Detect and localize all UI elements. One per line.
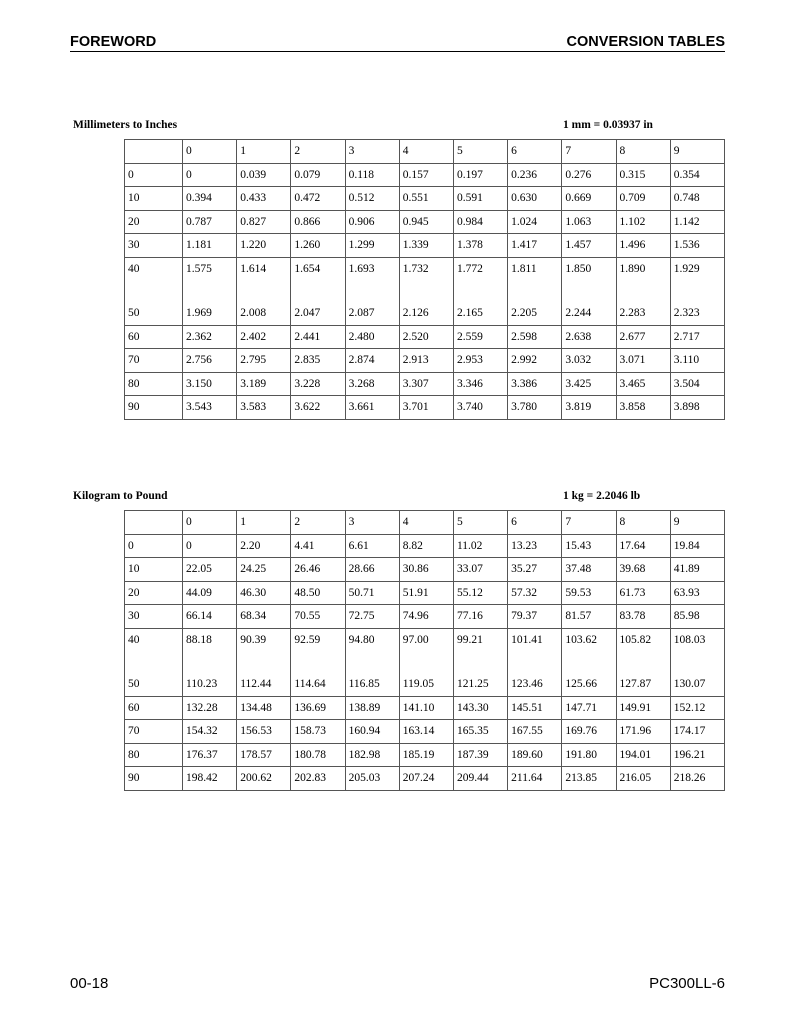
- table-cell: 39.68: [616, 558, 670, 582]
- table-cell: 3.661: [345, 396, 399, 420]
- table-cell: 7: [562, 140, 616, 164]
- spacer-cell: [616, 280, 670, 302]
- table-cell: 174.17: [670, 720, 724, 744]
- spacer-cell: [562, 651, 616, 673]
- kg-conversion-factor: 1 kg = 2.2046 lb: [563, 490, 641, 502]
- table-cell: 0.315: [616, 163, 670, 187]
- table-cell: 3.032: [562, 349, 616, 373]
- table-cell: 2.244: [562, 302, 616, 325]
- table-cell: 1.024: [508, 210, 562, 234]
- row-header-cell: 90: [125, 396, 183, 420]
- table-row: [125, 372, 725, 396]
- table-cell: 1.732: [399, 257, 453, 280]
- table-cell: 0: [183, 511, 237, 535]
- table-cell: 211.64: [508, 767, 562, 791]
- table-cell: 3.898: [670, 396, 724, 420]
- spacer-cell: [670, 280, 724, 302]
- spacer-cell: [125, 280, 183, 302]
- table-cell: 1.378: [453, 234, 507, 258]
- table-cell: 74.96: [399, 605, 453, 629]
- table-cell: 167.55: [508, 720, 562, 744]
- table-cell: 2.756: [183, 349, 237, 373]
- table-cell: 48.50: [291, 581, 345, 605]
- table-cell: 0.827: [237, 210, 291, 234]
- table-cell: 112.44: [237, 673, 291, 696]
- table-cell: 66.14: [183, 605, 237, 629]
- table-cell: 90.39: [237, 628, 291, 651]
- table-cell: 77.16: [453, 605, 507, 629]
- table-cell: 2.165: [453, 302, 507, 325]
- table-cell: 3.543: [183, 396, 237, 420]
- table-cell: 2.441: [291, 325, 345, 349]
- table-cell: 1.063: [562, 210, 616, 234]
- table-cell: 200.62: [237, 767, 291, 791]
- table-cell: 0: [183, 140, 237, 164]
- table-cell: 92.59: [291, 628, 345, 651]
- table-cell: 17.64: [616, 534, 670, 558]
- table-cell: 194.01: [616, 743, 670, 767]
- table-cell: 143.30: [453, 696, 507, 720]
- table-cell: 5: [453, 511, 507, 535]
- table-cell: 6: [508, 511, 562, 535]
- table-cell: 4: [399, 140, 453, 164]
- table-cell: 2.087: [345, 302, 399, 325]
- row-header-cell: 80: [125, 743, 183, 767]
- table-cell: 123.46: [508, 673, 562, 696]
- table-cell: 160.94: [345, 720, 399, 744]
- table-cell: 94.80: [345, 628, 399, 651]
- row-header-cell: 60: [125, 325, 183, 349]
- table-cell: 2.874: [345, 349, 399, 373]
- table-cell: 0.669: [562, 187, 616, 211]
- table-cell: 147.71: [562, 696, 616, 720]
- table-cell: 2.283: [616, 302, 670, 325]
- table-cell: 72.75: [345, 605, 399, 629]
- table-cell: 1.142: [670, 210, 724, 234]
- table-cell: 55.12: [453, 581, 507, 605]
- table-row: [125, 628, 725, 651]
- table-cell: 1.890: [616, 257, 670, 280]
- table-row: [125, 163, 725, 187]
- row-spacer: [125, 280, 725, 302]
- table-cell: 9: [670, 140, 724, 164]
- mm-conversion-factor: 1 mm = 0.03937 in: [563, 119, 653, 131]
- table-cell: 2.047: [291, 302, 345, 325]
- spacer-cell: [345, 651, 399, 673]
- table-cell: 145.51: [508, 696, 562, 720]
- table-cell: 0.630: [508, 187, 562, 211]
- spacer-cell: [616, 651, 670, 673]
- table-cell: 3.071: [616, 349, 670, 373]
- row-header-cell: 40: [125, 628, 183, 651]
- table-row: [125, 396, 725, 420]
- table-cell: 0.118: [345, 163, 399, 187]
- kg-table-title: Kilogram to Pound: [73, 490, 168, 502]
- table-cell: 1.654: [291, 257, 345, 280]
- spacer-cell: [399, 280, 453, 302]
- table-cell: 171.96: [616, 720, 670, 744]
- table-cell: 209.44: [453, 767, 507, 791]
- table-row: [125, 534, 725, 558]
- table-cell: 196.21: [670, 743, 724, 767]
- table-cell: 0.079: [291, 163, 345, 187]
- table-cell: 41.89: [670, 558, 724, 582]
- table-cell: 3.189: [237, 372, 291, 396]
- table-row: [125, 302, 725, 325]
- table-cell: 70.55: [291, 605, 345, 629]
- page-number: 00-18: [70, 975, 109, 992]
- table-cell: 11.02: [453, 534, 507, 558]
- spacer-cell: [562, 280, 616, 302]
- table-cell: 33.07: [453, 558, 507, 582]
- table-cell: 0.906: [345, 210, 399, 234]
- table-cell: 1.693: [345, 257, 399, 280]
- chapter-title: CONVERSION TABLES: [566, 34, 725, 50]
- table-cell: 4.41: [291, 534, 345, 558]
- row-header-cell: 0: [125, 534, 183, 558]
- mm-to-inch-table: [124, 139, 725, 420]
- table-cell: 26.46: [291, 558, 345, 582]
- spacer-cell: [291, 280, 345, 302]
- table-cell: 1.575: [183, 257, 237, 280]
- table-cell: 1.496: [616, 234, 670, 258]
- table-cell: 46.30: [237, 581, 291, 605]
- row-header-cell: 70: [125, 349, 183, 373]
- table-cell: 202.83: [291, 767, 345, 791]
- row-header-cell: [125, 140, 183, 164]
- table-cell: 8: [616, 140, 670, 164]
- table-cell: 7: [562, 511, 616, 535]
- table-row: [125, 581, 725, 605]
- table-cell: 213.85: [562, 767, 616, 791]
- table-cell: 132.28: [183, 696, 237, 720]
- table-cell: 189.60: [508, 743, 562, 767]
- row-header-cell: 20: [125, 581, 183, 605]
- table-cell: 0.945: [399, 210, 453, 234]
- table-cell: 2.913: [399, 349, 453, 373]
- table-cell: 3.425: [562, 372, 616, 396]
- table-cell: 13.23: [508, 534, 562, 558]
- table-cell: 0.433: [237, 187, 291, 211]
- spacer-cell: [237, 280, 291, 302]
- table-cell: 2.992: [508, 349, 562, 373]
- table-cell: 6.61: [345, 534, 399, 558]
- table-cell: 0.157: [399, 163, 453, 187]
- table-cell: 3: [345, 511, 399, 535]
- table-cell: 3.386: [508, 372, 562, 396]
- table-row: [125, 210, 725, 234]
- table-cell: 79.37: [508, 605, 562, 629]
- table-cell: 3.740: [453, 396, 507, 420]
- table-cell: 19.84: [670, 534, 724, 558]
- table-cell: 2.402: [237, 325, 291, 349]
- table-cell: 163.14: [399, 720, 453, 744]
- table-cell: 85.98: [670, 605, 724, 629]
- table-cell: 35.27: [508, 558, 562, 582]
- spacer-cell: [183, 651, 237, 673]
- table-cell: 169.76: [562, 720, 616, 744]
- spacer-cell: [125, 651, 183, 673]
- model-number: PC300LL-6: [649, 975, 725, 992]
- row-header-cell: 10: [125, 187, 183, 211]
- table-cell: 4: [399, 511, 453, 535]
- table-row: [125, 767, 725, 791]
- table-cell: 1.220: [237, 234, 291, 258]
- table-row: [125, 349, 725, 373]
- table-cell: 2.362: [183, 325, 237, 349]
- table-cell: 1.417: [508, 234, 562, 258]
- table-cell: 57.32: [508, 581, 562, 605]
- table-cell: 3.819: [562, 396, 616, 420]
- table-cell: 110.23: [183, 673, 237, 696]
- table-cell: 1.811: [508, 257, 562, 280]
- table-cell: 5: [453, 140, 507, 164]
- row-header-cell: 90: [125, 767, 183, 791]
- table-cell: 105.82: [616, 628, 670, 651]
- table-cell: 1.457: [562, 234, 616, 258]
- table-cell: 3.228: [291, 372, 345, 396]
- table-cell: 22.05: [183, 558, 237, 582]
- table-cell: 1.614: [237, 257, 291, 280]
- table-cell: 1.929: [670, 257, 724, 280]
- spacer-cell: [183, 280, 237, 302]
- table-row: [125, 696, 725, 720]
- table-cell: 63.93: [670, 581, 724, 605]
- table-cell: 37.48: [562, 558, 616, 582]
- row-header-cell: 10: [125, 558, 183, 582]
- table-cell: 2.953: [453, 349, 507, 373]
- table-cell: 205.03: [345, 767, 399, 791]
- table-cell: 130.07: [670, 673, 724, 696]
- spacer-cell: [345, 280, 399, 302]
- table-cell: 156.53: [237, 720, 291, 744]
- spacer-cell: [453, 651, 507, 673]
- table-cell: 2.677: [616, 325, 670, 349]
- table-cell: 88.18: [183, 628, 237, 651]
- page-header: [70, 33, 725, 52]
- table-cell: 121.25: [453, 673, 507, 696]
- table-cell: 178.57: [237, 743, 291, 767]
- section-label: FOREWORD: [70, 34, 157, 50]
- table-row: [125, 743, 725, 767]
- table-cell: 136.69: [291, 696, 345, 720]
- row-header-cell: 50: [125, 673, 183, 696]
- table-cell: 218.26: [670, 767, 724, 791]
- table-cell: 61.73: [616, 581, 670, 605]
- table-cell: 1.536: [670, 234, 724, 258]
- row-header-cell: 30: [125, 605, 183, 629]
- table-cell: 0.472: [291, 187, 345, 211]
- table-cell: 99.21: [453, 628, 507, 651]
- table-cell: 0.512: [345, 187, 399, 211]
- table-cell: 216.05: [616, 767, 670, 791]
- table-cell: 2.126: [399, 302, 453, 325]
- table-cell: 59.53: [562, 581, 616, 605]
- table-cell: 1.181: [183, 234, 237, 258]
- spacer-cell: [237, 651, 291, 673]
- table-cell: 2.795: [237, 349, 291, 373]
- table-cell: 1.850: [562, 257, 616, 280]
- table-cell: 207.24: [399, 767, 453, 791]
- row-header-cell: 50: [125, 302, 183, 325]
- table-cell: 9: [670, 511, 724, 535]
- table-cell: 2.598: [508, 325, 562, 349]
- table-cell: 30.86: [399, 558, 453, 582]
- table-cell: 0.709: [616, 187, 670, 211]
- row-header-cell: 30: [125, 234, 183, 258]
- table-cell: 2.638: [562, 325, 616, 349]
- table-cell: 3.110: [670, 349, 724, 373]
- table-cell: 0: [183, 534, 237, 558]
- row-header-cell: 70: [125, 720, 183, 744]
- table-cell: 114.64: [291, 673, 345, 696]
- table-cell: 1: [237, 140, 291, 164]
- table-cell: 50.71: [345, 581, 399, 605]
- table-cell: 81.57: [562, 605, 616, 629]
- table-cell: 2.20: [237, 534, 291, 558]
- table-cell: 103.62: [562, 628, 616, 651]
- table-row: [125, 673, 725, 696]
- row-header-cell: 20: [125, 210, 183, 234]
- table-cell: 15.43: [562, 534, 616, 558]
- table-cell: 152.12: [670, 696, 724, 720]
- table-cell: 119.05: [399, 673, 453, 696]
- table-cell: 141.10: [399, 696, 453, 720]
- table-cell: 51.91: [399, 581, 453, 605]
- table-cell: 3.504: [670, 372, 724, 396]
- table-cell: 191.80: [562, 743, 616, 767]
- row-spacer: [125, 651, 725, 673]
- spacer-cell: [453, 280, 507, 302]
- table-cell: 165.35: [453, 720, 507, 744]
- table-cell: 116.85: [345, 673, 399, 696]
- table-cell: 8: [616, 511, 670, 535]
- table-cell: 0.197: [453, 163, 507, 187]
- table-cell: 28.66: [345, 558, 399, 582]
- table-row: [125, 325, 725, 349]
- table-cell: 127.87: [616, 673, 670, 696]
- table-cell: 2.008: [237, 302, 291, 325]
- table-cell: 1.969: [183, 302, 237, 325]
- row-header-cell: [125, 511, 183, 535]
- table-cell: 68.34: [237, 605, 291, 629]
- table-cell: 154.32: [183, 720, 237, 744]
- table-cell: 108.03: [670, 628, 724, 651]
- spacer-cell: [670, 651, 724, 673]
- table-cell: 180.78: [291, 743, 345, 767]
- table-cell: 0.866: [291, 210, 345, 234]
- spacer-cell: [508, 280, 562, 302]
- table-cell: 185.19: [399, 743, 453, 767]
- table-cell: 83.78: [616, 605, 670, 629]
- table-cell: 3.780: [508, 396, 562, 420]
- table-cell: 1.260: [291, 234, 345, 258]
- table-cell: 2: [291, 511, 345, 535]
- table-row: [125, 187, 725, 211]
- table-cell: 0.236: [508, 163, 562, 187]
- table-row: [125, 234, 725, 258]
- table-cell: 2.717: [670, 325, 724, 349]
- spacer-cell: [508, 651, 562, 673]
- table-cell: 2.520: [399, 325, 453, 349]
- table-cell: 1.299: [345, 234, 399, 258]
- table-cell: 44.09: [183, 581, 237, 605]
- table-cell: 3.465: [616, 372, 670, 396]
- table-cell: 2.835: [291, 349, 345, 373]
- table-cell: 149.91: [616, 696, 670, 720]
- table-row: [125, 605, 725, 629]
- table-cell: 2: [291, 140, 345, 164]
- table-row: [125, 558, 725, 582]
- kg-to-lb-table: [124, 510, 725, 791]
- table-cell: 158.73: [291, 720, 345, 744]
- table-cell: 198.42: [183, 767, 237, 791]
- table-cell: 2.480: [345, 325, 399, 349]
- row-header-cell: 60: [125, 696, 183, 720]
- table-cell: 3.268: [345, 372, 399, 396]
- table-cell: 3.858: [616, 396, 670, 420]
- table-row: [125, 257, 725, 280]
- table-cell: 3: [345, 140, 399, 164]
- table-cell: 3.150: [183, 372, 237, 396]
- table-cell: 1.772: [453, 257, 507, 280]
- table-cell: 0.591: [453, 187, 507, 211]
- table-cell: 0.984: [453, 210, 507, 234]
- table-cell: 3.622: [291, 396, 345, 420]
- table-cell: 2.559: [453, 325, 507, 349]
- row-header-cell: 80: [125, 372, 183, 396]
- column-header-row: [125, 511, 725, 535]
- table-cell: 0: [183, 163, 237, 187]
- spacer-cell: [291, 651, 345, 673]
- table-cell: 3.346: [453, 372, 507, 396]
- table-cell: 0.748: [670, 187, 724, 211]
- table-cell: 0.276: [562, 163, 616, 187]
- table-cell: 134.48: [237, 696, 291, 720]
- table-cell: 8.82: [399, 534, 453, 558]
- table-cell: 138.89: [345, 696, 399, 720]
- table-row: [125, 720, 725, 744]
- table-cell: 182.98: [345, 743, 399, 767]
- table-cell: 0.394: [183, 187, 237, 211]
- table-cell: 187.39: [453, 743, 507, 767]
- table-cell: 176.37: [183, 743, 237, 767]
- table-cell: 2.323: [670, 302, 724, 325]
- spacer-cell: [399, 651, 453, 673]
- table-cell: 3.701: [399, 396, 453, 420]
- table-cell: 1.102: [616, 210, 670, 234]
- table-cell: 1.339: [399, 234, 453, 258]
- column-header-row: [125, 140, 725, 164]
- row-header-cell: 40: [125, 257, 183, 280]
- row-header-cell: 0: [125, 163, 183, 187]
- table-cell: 1: [237, 511, 291, 535]
- table-cell: 3.307: [399, 372, 453, 396]
- table-cell: 125.66: [562, 673, 616, 696]
- table-cell: 6: [508, 140, 562, 164]
- table-cell: 101.41: [508, 628, 562, 651]
- table-cell: 2.205: [508, 302, 562, 325]
- table-cell: 97.00: [399, 628, 453, 651]
- table-cell: 0.787: [183, 210, 237, 234]
- table-cell: 0.039: [237, 163, 291, 187]
- mm-table-title: Millimeters to Inches: [73, 119, 178, 131]
- table-cell: 24.25: [237, 558, 291, 582]
- table-cell: 3.583: [237, 396, 291, 420]
- table-cell: 0.551: [399, 187, 453, 211]
- table-cell: 0.354: [670, 163, 724, 187]
